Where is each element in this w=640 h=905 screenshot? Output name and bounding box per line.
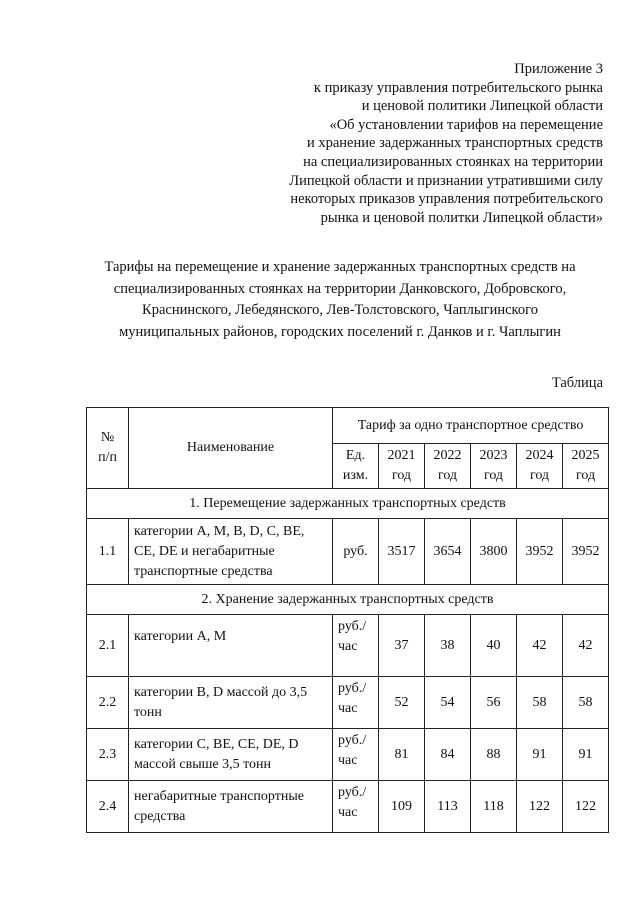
- row-value: 122: [563, 781, 609, 833]
- row-number: 2.3: [87, 729, 129, 781]
- row-value: 88: [471, 729, 517, 781]
- row-value: 91: [517, 729, 563, 781]
- appendix-header: [243, 60, 603, 227]
- row-value: 56: [471, 677, 517, 729]
- row-name: категории А, М, B, D, C, ВЕ, СЕ, DE и негабаритные транспортные средства: [129, 519, 333, 585]
- row-value: 122: [517, 781, 563, 833]
- row-value: 3952: [563, 519, 609, 585]
- row-unit: руб.: [333, 519, 379, 585]
- row-value: 81: [379, 729, 425, 781]
- row-unit: руб./ час: [333, 781, 379, 833]
- section-row: [87, 489, 609, 519]
- header-number: № п/п: [87, 408, 129, 489]
- header-year: 2022 год: [425, 444, 471, 489]
- row-value: 113: [425, 781, 471, 833]
- table-header-row: [87, 408, 609, 444]
- row-value: 58: [563, 677, 609, 729]
- row-number: 2.2: [87, 677, 129, 729]
- row-value: 91: [563, 729, 609, 781]
- section-title: 1. Перемещение задержанных транспортных средств: [87, 489, 609, 519]
- row-value: 3654: [425, 519, 471, 585]
- row-unit: руб./ час: [333, 615, 379, 677]
- row-number: 1.1: [87, 519, 129, 585]
- table-caption: Таблица: [551, 375, 603, 391]
- header-tariff: Тариф за одно транспортное средство: [333, 408, 609, 444]
- header-name: Наименование: [129, 408, 333, 489]
- row-value: 52: [379, 677, 425, 729]
- row-name: категории А, М: [129, 615, 333, 677]
- appendix-line: «Об установлении тарифов на перемещение: [329, 116, 603, 133]
- table-row: [87, 677, 609, 729]
- table-row: [87, 729, 609, 781]
- tariffs-table: [86, 407, 609, 833]
- row-name: категории С, ВЕ, СЕ, DE, D массой свыше 3,5 тонн: [129, 729, 333, 781]
- appendix-line: к приказу управления потребительского рынка: [313, 79, 603, 96]
- appendix-line: Липецкой области и признании утратившими силу: [289, 172, 603, 189]
- row-value: 42: [563, 615, 609, 677]
- title-line: Тарифы на перемещение и хранение задержанных транспортных средств на: [104, 259, 576, 275]
- row-number: 2.1: [87, 615, 129, 677]
- row-name: категории В, D массой до 3,5 тонн: [129, 677, 333, 729]
- appendix-line: и ценовой политики Липецкой области: [361, 98, 603, 115]
- row-value: 42: [517, 615, 563, 677]
- row-value: 109: [379, 781, 425, 833]
- header-year: 2021 год: [379, 444, 425, 489]
- row-unit: руб./ час: [333, 729, 379, 781]
- row-value: 38: [425, 615, 471, 677]
- table-row: [87, 781, 609, 833]
- header-year: 2024 год: [517, 444, 563, 489]
- row-value: 3952: [517, 519, 563, 585]
- table-row: [87, 615, 609, 677]
- row-value: 40: [471, 615, 517, 677]
- row-name: негабаритные транспортные средства: [129, 781, 333, 833]
- header-unit: Ед. изм.: [333, 444, 379, 489]
- appendix-line: некоторых приказов управления потребительского: [290, 191, 603, 208]
- document-title: [50, 257, 630, 343]
- section-row: [87, 585, 609, 615]
- row-value: 84: [425, 729, 471, 781]
- row-value: 54: [425, 677, 471, 729]
- title-line: муниципальных районов, городских поселений г. Данков и г. Чаплыгин: [119, 323, 561, 340]
- row-number: 2.4: [87, 781, 129, 833]
- table-row: [87, 519, 609, 585]
- row-value: 3517: [379, 519, 425, 585]
- appendix-line: Приложение 3: [514, 61, 603, 77]
- row-value: 37: [379, 615, 425, 677]
- appendix-line: и хранение задержанных транспортных средств: [306, 135, 603, 152]
- row-unit: руб./ час: [333, 677, 379, 729]
- appendix-line: на специализированных стоянках на территории: [303, 153, 603, 170]
- row-value: 118: [471, 781, 517, 833]
- title-line: Краснинского, Лебедянского, Лев-Толстовского, Чаплыгинского: [142, 302, 538, 319]
- header-year: 2023 год: [471, 444, 517, 489]
- row-value: 58: [517, 677, 563, 729]
- appendix-line: рынка и ценовой политки Липецкой области»: [320, 209, 603, 226]
- header-year: 2025 год: [563, 444, 609, 489]
- row-value: 3800: [471, 519, 517, 585]
- section-title: 2. Хранение задержанных транспортных средств: [87, 585, 609, 615]
- title-line: специализированных стоянках на территории Данковского, Добровского,: [113, 280, 567, 297]
